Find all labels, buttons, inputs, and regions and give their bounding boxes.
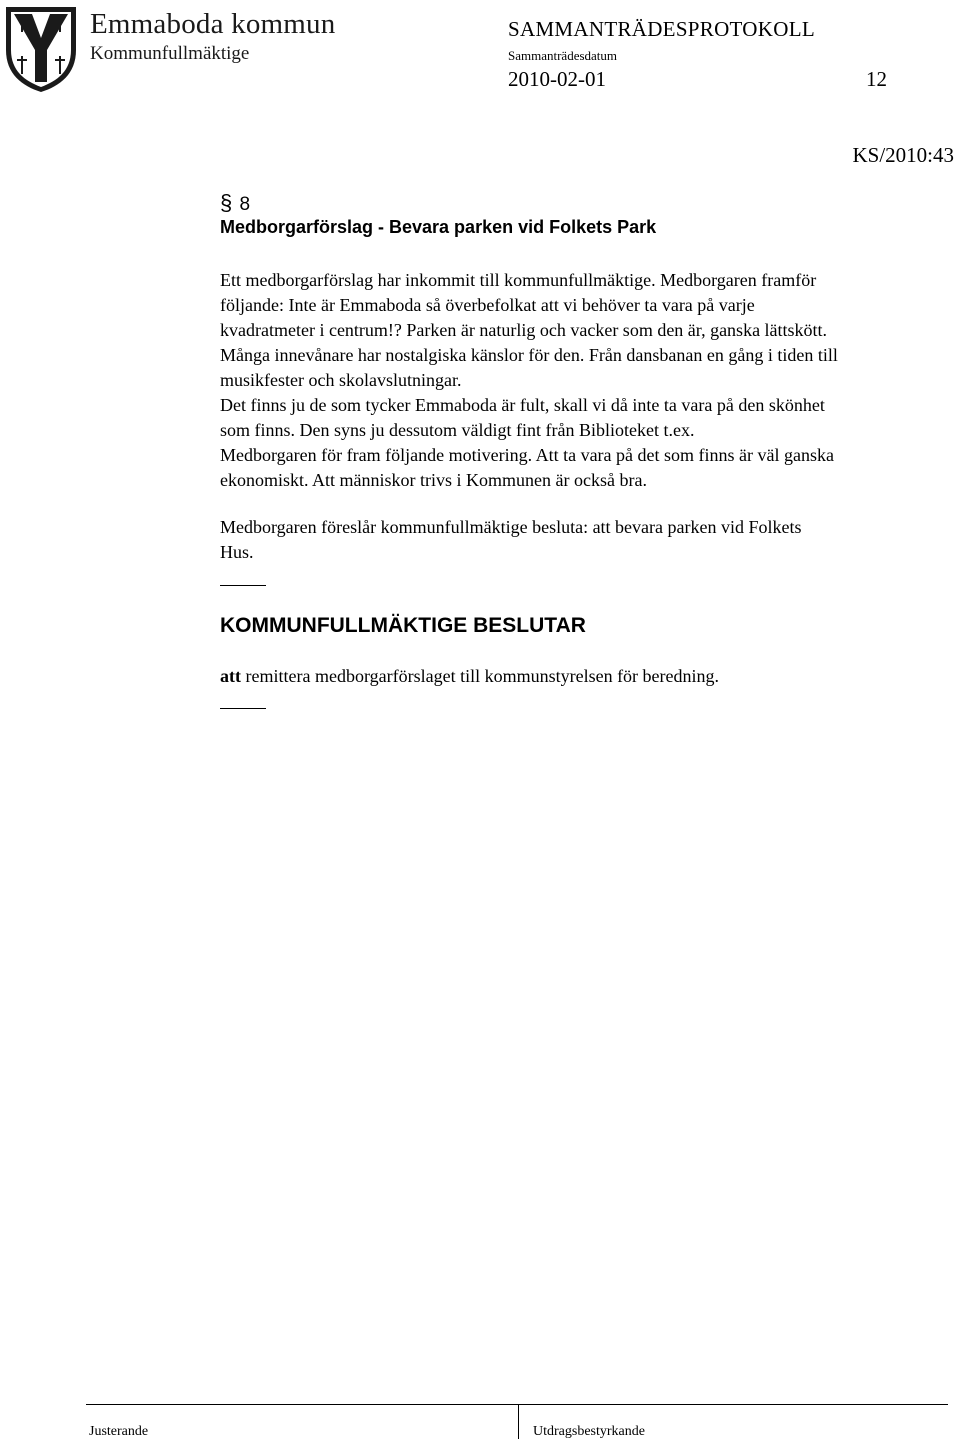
page-number: 12 — [866, 67, 887, 91]
section-number-value: 8 — [239, 194, 251, 215]
case-number: KS/2010:43 — [852, 143, 954, 167]
coat-of-arms-icon — [2, 4, 80, 94]
body-line: följande: Inte är Emmaboda så överbefolkat att vi behöver ta vara på varje — [220, 295, 755, 315]
meeting-date-label: Sammanträdesdatum — [508, 48, 618, 63]
proposal-line: Hus. — [220, 542, 254, 562]
separator-rule — [220, 708, 266, 709]
body-line: som finns. Den syns ju dessutom väldigt fint från Biblioteket t.ex. — [220, 420, 695, 440]
section-symbol: § — [220, 190, 233, 215]
body-line: musikfester och skolavslutningar. — [220, 370, 462, 390]
separator-rule — [220, 585, 266, 586]
body-line: Det finns ju de som tycker Emmaboda är fult, skall vi då inte ta vara på den skönhet — [220, 395, 825, 415]
footer-adjusting-label: Justerande — [89, 1424, 149, 1439]
decision-body: remittera medborgarförslaget till kommunstyrelsen för beredning. — [241, 666, 720, 686]
body-line: Många innevånare har nostalgiska känslor för den. Från dansbanan en gång i tiden till — [220, 345, 838, 365]
document-type: SAMMANTRÄDESPROTOKOLL — [508, 17, 815, 41]
body-line: ekonomiskt. Att människor trivs i Kommunen är också bra. — [220, 470, 647, 490]
proposal-paragraph — [220, 515, 960, 565]
section-title: Medborgarförslag - Bevara parken vid Folkets Park — [220, 217, 657, 237]
proposal-line: Medborgaren föreslår kommunfullmäktige besluta: att bevara parken vid Folkets — [220, 517, 802, 537]
decision-text — [220, 666, 719, 687]
decision-heading: KOMMUNFULLMÄKTIGE BESLUTAR — [220, 614, 586, 637]
body-paragraph — [220, 268, 960, 493]
footer-certifying-label: Utdragsbestyrkande — [533, 1424, 645, 1439]
decision-att: att — [220, 666, 241, 686]
body-line: Medborgaren för fram följande motivering. Att ta vara på det som finns är väl ganska — [220, 445, 834, 465]
meeting-date: 2010-02-01 — [508, 67, 606, 91]
body-line: Ett medborgarförslag har inkommit till kommunfullmäktige. Medborgaren framför — [220, 270, 817, 290]
municipality-name: Emmaboda kommun — [90, 8, 336, 40]
assembly-name: Kommunfullmäktige — [90, 43, 250, 64]
section-number — [220, 190, 250, 216]
body-line: kvadratmeter i centrum!? Parken är naturlig och vacker som den är, ganska lättskött. — [220, 320, 828, 340]
footer-line — [86, 1404, 948, 1405]
footer-divider — [518, 1405, 519, 1439]
